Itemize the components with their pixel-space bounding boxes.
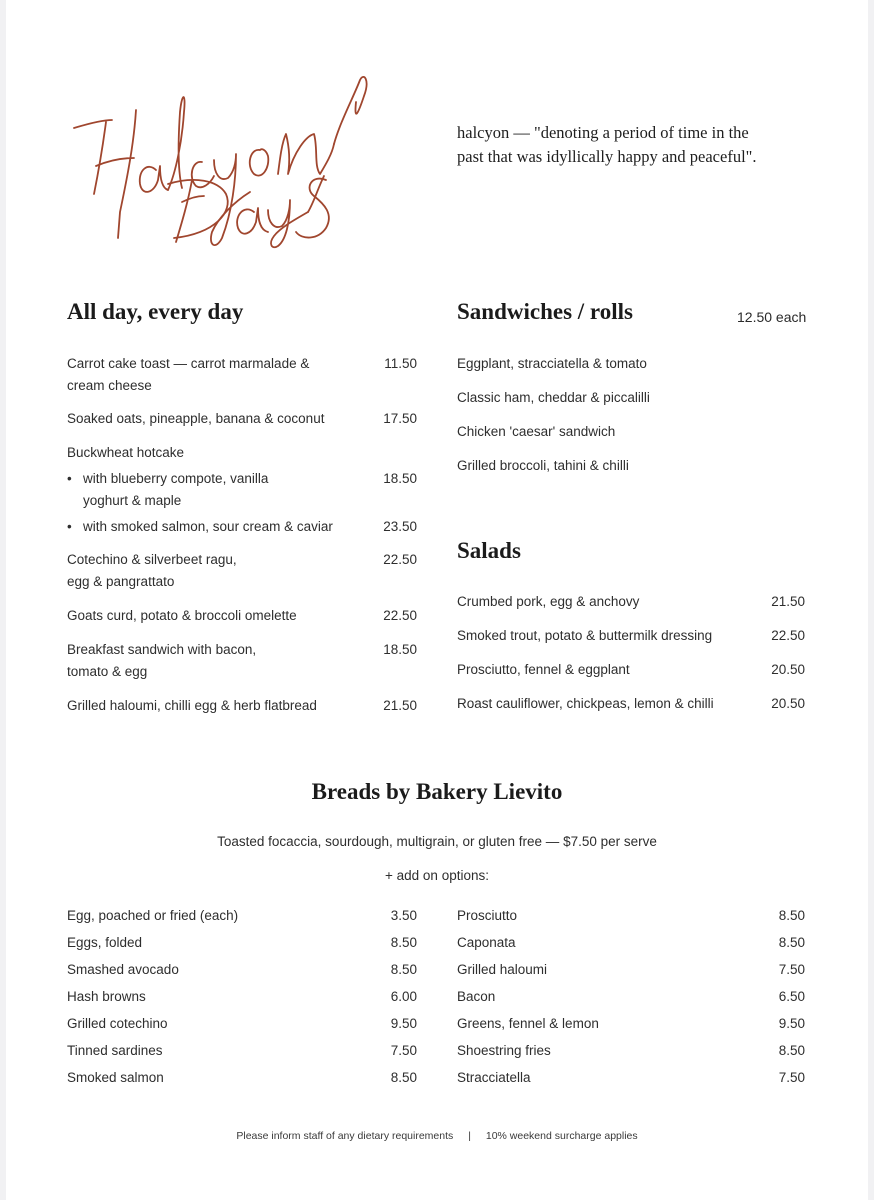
breads-title: Breads by Bakery Lievito (311, 779, 563, 804)
addon-price: 7.50 (778, 962, 805, 977)
menu-item-name: Buckwheat hotcake (67, 445, 185, 460)
sandwiches-price-note: 12.50 each (737, 309, 807, 325)
footer (6, 1130, 868, 1142)
menu-item-name: Eggplant, stracciatella & tomato (457, 356, 647, 371)
menu-item-name: Crumbed pork, egg & anchovy (457, 594, 640, 609)
addon-label: + add on options: (385, 868, 489, 883)
addon-name: Prosciutto (457, 908, 518, 923)
menu-item-name: Roast cauliflower, chickpeas, lemon & chilli (457, 696, 714, 711)
menu-item-name: Classic ham, cheddar & piccalilli (457, 390, 650, 405)
addon-price: 6.50 (778, 989, 805, 1004)
addon-name: Caponata (457, 935, 516, 950)
addon-price: 9.50 (778, 1016, 805, 1031)
addon-price: 8.50 (778, 908, 805, 923)
footer-surcharge-note: 10% weekend surcharge applies (485, 1130, 638, 1142)
all-day-title: All day, every day (67, 299, 244, 324)
addon-price: 7.50 (778, 1070, 805, 1085)
menu-item-name: Goats curd, potato & broccoli omelette (67, 608, 297, 623)
addon-price: 3.50 (390, 908, 417, 923)
addon-name: Hash browns (67, 989, 146, 1004)
menu-item-price: 11.50 (384, 356, 417, 371)
addon-price: 8.50 (390, 935, 417, 950)
addon-name: Grilled cotechino (67, 1016, 168, 1031)
menu-item-price: 18.50 (383, 642, 417, 657)
addon-name: Eggs, folded (67, 935, 143, 950)
menu-item-name: Carrot cake toast — carrot marmalade & cream cheese (67, 356, 310, 393)
addon-price: 8.50 (778, 935, 805, 950)
addon-name: Smashed avocado (67, 962, 179, 977)
menu-item-name: with smoked salmon, sour cream & caviar (83, 519, 333, 534)
bullet-icon: • (67, 519, 72, 534)
logo-script-icon (64, 62, 384, 252)
addon-name: Tinned sardines (67, 1043, 163, 1058)
menu-item-price: 23.50 (383, 519, 417, 534)
addon-price: 8.50 (778, 1043, 805, 1058)
addon-name: Stracciatella (457, 1070, 531, 1085)
menu-item-name: with blueberry compote, vanilla yoghurt & maple (83, 471, 269, 508)
menu-item-price: 22.50 (383, 552, 417, 567)
bullet-icon: • (67, 471, 72, 486)
menu-item-price: 20.50 (771, 696, 805, 711)
addon-price: 8.50 (390, 1070, 417, 1085)
menu-item-price: 18.50 (383, 471, 417, 486)
footer-separator: | (468, 1130, 471, 1142)
menu-item-price: 21.50 (383, 698, 417, 713)
menu-item-price: 20.50 (771, 662, 805, 677)
menu-item-price: 17.50 (383, 411, 417, 426)
addon-price: 7.50 (390, 1043, 417, 1058)
addon-name: Shoestring fries (457, 1043, 551, 1058)
menu-item-name: Breakfast sandwich with bacon, tomato & egg (67, 642, 257, 679)
footer-dietary-note: Please inform staff of any dietary requirements (236, 1130, 454, 1142)
breads-subtitle: Toasted focaccia, sourdough, multigrain, or gluten free — $7.50 per serve (217, 834, 657, 849)
menu-item-name: Chicken 'caesar' sandwich (457, 424, 616, 439)
addon-name: Egg, poached or fried (each) (67, 908, 239, 923)
menu-item-name: Grilled haloumi, chilli egg & herb flatbread (67, 698, 317, 713)
tagline: halcyon — "denoting a period of time in the past that was idyllically happy and peaceful". (457, 123, 757, 166)
menu-item-price: 21.50 (771, 594, 805, 609)
menu-page (6, 0, 868, 1200)
menu-item-name: Cotechino & silverbeet ragu, egg & pangrattato (67, 552, 237, 589)
addon-name: Greens, fennel & lemon (457, 1016, 599, 1031)
halcyon-days-logo (64, 62, 384, 252)
addon-price: 8.50 (390, 962, 417, 977)
addon-name: Smoked salmon (67, 1070, 164, 1085)
menu-item-name: Soaked oats, pineapple, banana & coconut (67, 411, 325, 426)
sandwiches-title: Sandwiches / rolls (457, 299, 633, 324)
menu-item-price: 22.50 (771, 628, 805, 643)
menu-item-name: Grilled broccoli, tahini & chilli (457, 458, 629, 473)
menu-item-name: Prosciutto, fennel & eggplant (457, 662, 630, 677)
addon-name: Grilled haloumi (457, 962, 548, 977)
addon-price: 9.50 (390, 1016, 417, 1031)
salads-title: Salads (457, 538, 521, 563)
menu-item-price: 22.50 (383, 608, 417, 623)
menu-item-name: Smoked trout, potato & buttermilk dressing (457, 628, 713, 643)
addon-price: 6.00 (390, 989, 417, 1004)
addon-name: Bacon (457, 989, 496, 1004)
